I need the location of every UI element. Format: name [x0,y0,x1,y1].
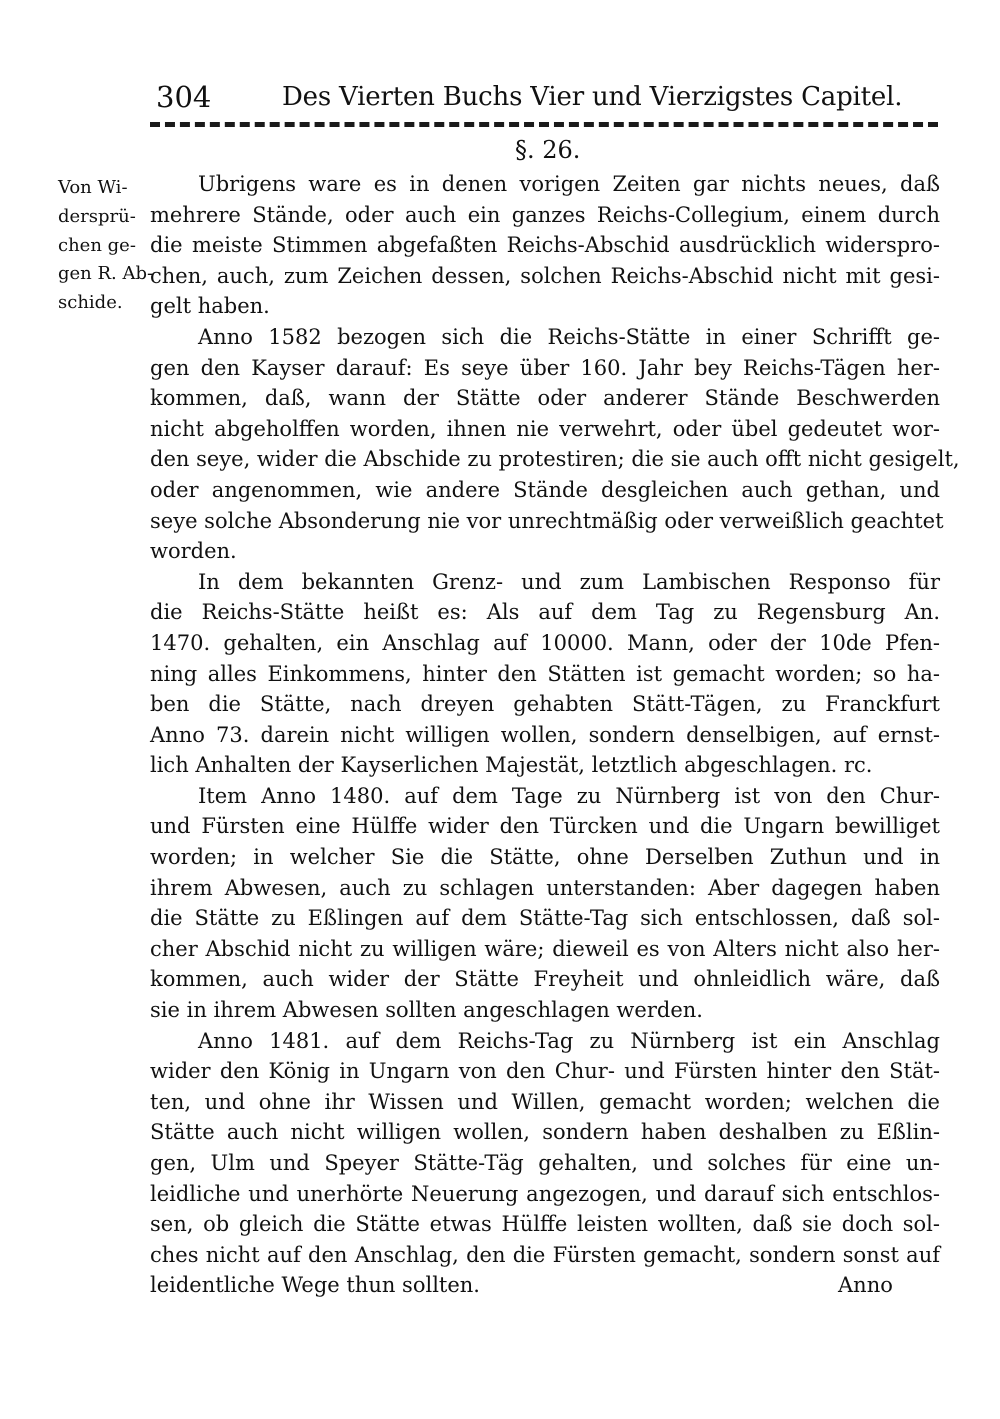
text-line: nicht abgeholffen worden, ihnen nie verwehrt, oder übel gedeutet wor- [150,416,940,441]
text-line: gelt haben. [150,294,270,319]
text-line: leidentliche Wege thun sollten. [150,1273,480,1298]
page-header [150,72,940,116]
marginal-note-line: chen ge- [58,234,136,256]
text-line: Anno 1481. auf dem Reichs-Tag zu Nürnberg ist ein Anschlag [198,1028,940,1053]
text-line: leidliche und unerhörte Neuerung angezogen, und darauf sich entschlos- [150,1181,940,1206]
text-line: cher Abschid nicht zu willigen wäre; dieweil es von Alters nicht also her- [150,936,940,961]
running-title: Des Vierten Buchs Vier und Vierzigstes Capitel. [282,82,903,112]
text-line: seye solche Absonderung nie vor unrechtmäßig oder verweißlich geachtet [150,508,944,533]
marginal-note-line: Von Wi- [58,177,128,198]
header-rule [150,122,938,127]
text-line: Anno 1582 bezogen sich die Reichs-Stätte in einer Schrifft ge- [198,324,940,349]
text-line: die Stätte zu Eßlingen auf dem Stätte-Tag sich entschlossen, daß sol- [150,906,940,931]
text-line: ihrem Abwesen, auch zu schlagen unterstanden: Aber dagegen haben [150,875,940,900]
text-line: sen, ob gleich die Stätte etwas Hülffe leisten wollten, daß sie doch sol- [150,1212,940,1237]
text-line: ben die Stätte, nach dreyen gehabten Stätt-Tägen, zu Franckfurt [150,692,940,717]
text-line: kommen, auch wider der Stätte Freyheit und ohnleidlich wäre, daß [150,967,940,992]
text-line: Ubrigens ware es in denen vorigen Zeiten gar nichts neues, daß [198,172,940,196]
catchword: Anno [838,1273,893,1297]
text-line: worden. [150,539,237,564]
text-line: gen den Kayser darauf: Es seye über 160. Jahr bey Reichs-Tägen her- [150,355,940,380]
body-text [150,169,960,1301]
text-line: und Fürsten eine Hülffe wider den Türcken und die Ungarn bewilliget [150,814,940,839]
text-line: ches nicht auf den Anschlag, den die Fürsten gemacht, sondern sonst auf [150,1242,940,1267]
text-line: die meiste Stimmen abgefaßten Reichs-Abschid ausdrücklich widerspro- [150,233,940,258]
page-number: 304 [156,80,212,114]
text-line: den seye, wider die Abschide zu protestiren; die sie auch offt nicht gesigelt, [150,447,960,472]
section-mark: §. 26. [515,136,581,164]
text-line: ten, und ohne ihr Wissen und Willen, gemacht worden; welchen die [150,1089,940,1114]
text-line: 1470. gehalten, ein Anschlag auf 10000. Mann, oder der 10de Pfen- [150,630,940,655]
text-line: lich Anhalten der Kayserlichen Majestät, letztlich abgeschlagen. rc. [150,753,873,778]
text-line: Anno 73. darein nicht willigen wollen, sondern denselbigen, auf ernst- [150,722,940,747]
text-line: worden; in welcher Sie die Stätte, ohne Derselben Zuthun und in [150,845,940,870]
text-line: Stätte auch nicht willigen wollen, sondern haben deshalben zu Eßlin- [150,1120,940,1145]
text-line: die Reichs-Stätte heißt es: Als auf dem Tag zu Regensburg An. [150,600,940,625]
text-line: kommen, daß, wann der Stätte oder anderer Stände Beschwerden [150,386,940,411]
text-line: mehrere Stände, oder auch ein ganzes Reichs-Collegium, einem durch [150,202,940,227]
text-line: chen, auch, zum Zeichen dessen, solchen Reichs-Abschid nicht mit gesi- [150,263,940,288]
marginal-note-line: gen R. Ab- [58,263,154,285]
marginal-note-line: schide. [58,292,123,314]
marginal-note [58,174,154,318]
marginal-note-line: dersprü- [58,205,136,227]
text-line: oder angenommen, wie andere Stände desgleichen auch gethan, und [150,477,940,502]
text-line: In dem bekannten Grenz- und zum Lambischen Responso für [198,569,940,594]
text-line: sie in ihrem Abwesen sollten angeschlagen werden. [150,998,703,1023]
text-line: Item Anno 1480. auf dem Tage zu Nürnberg ist von den Chur- [198,783,940,808]
text-line: wider den König in Ungarn von den Chur- und Fürsten hinter den Stät- [150,1059,940,1084]
text-line: gen, Ulm und Speyer Stätte-Täg gehalten, und solches für eine un- [150,1151,940,1175]
text-line: ning alles Einkommens, hinter den Stätten ist gemacht worden; so ha- [150,661,940,686]
